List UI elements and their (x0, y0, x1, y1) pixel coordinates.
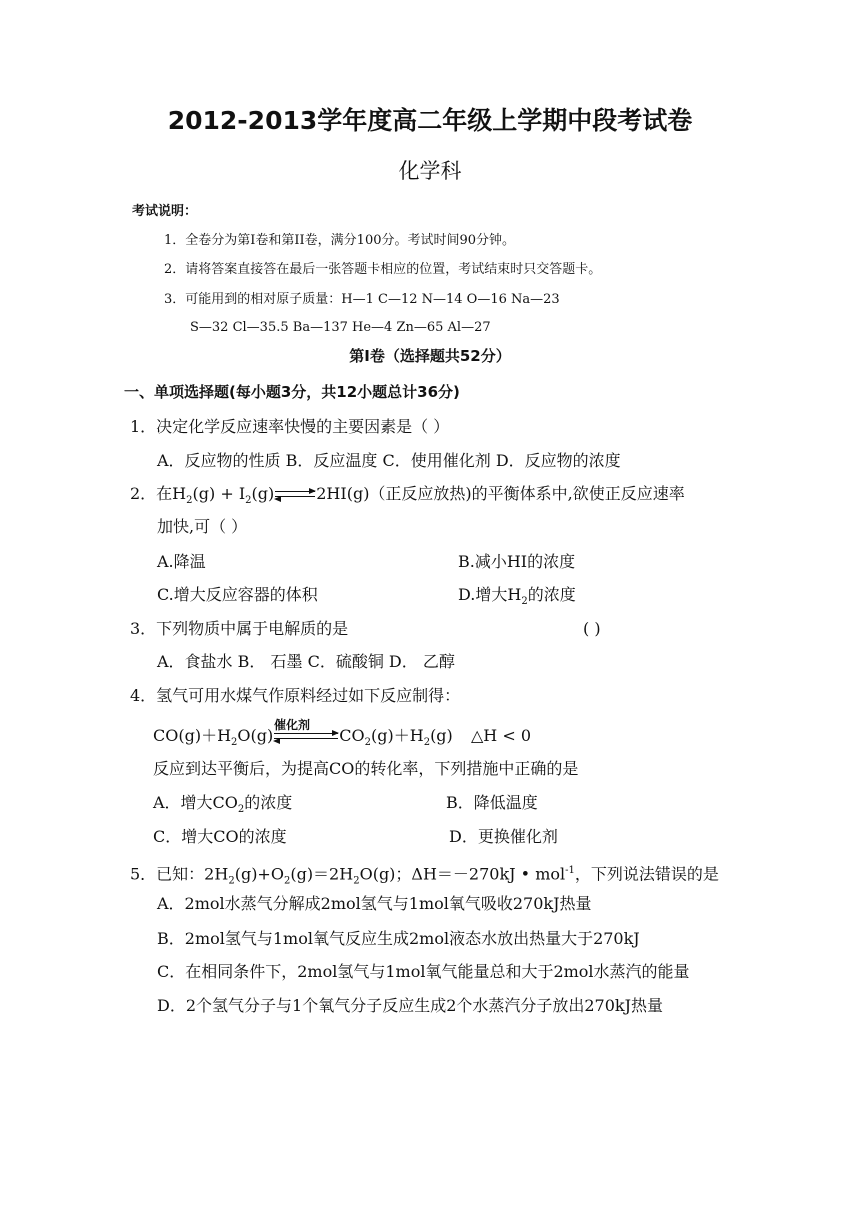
question-2-option-d: D.增大$H_2$的浓度 (458, 585, 576, 608)
question-4-option-a: A．增大$CO_2$的浓度 (153, 793, 293, 816)
question-5-option-b: B．2mol氢气与1mol氧气反应生成2mol液态水放出热量大于270kJ (157, 929, 640, 948)
part-title: 一、单项选择题(每小题3分，共12小题总计36分) (124, 383, 460, 401)
subject-title: 化学科 (398, 159, 462, 183)
instruction-3-cont: S—32 Cl—35.5 Ba—137 He—4 Zn—65 Al—27 (190, 320, 491, 335)
question-2-option-b: B.减小HI的浓度 (458, 552, 576, 571)
instruction-2: 2．请将答案直接答在最后一张答题卡相应的位置，考试结束时只交答题卡。 (164, 262, 602, 277)
question-2-option-c: C.增大反应容器的体积 (157, 585, 318, 604)
section-title: 第Ⅰ卷（选择题共52分） (349, 347, 511, 365)
equilibrium-arrow-icon (275, 489, 315, 501)
question-4-delta-h: △H < 0 (471, 726, 532, 745)
question-4-equation: $CO(g)+H_2O(g)$ $CO_2(g)+H_2(g)$ (153, 726, 453, 749)
instructions-heading: 考试说明： (132, 204, 198, 219)
question-4-option-c: C．增大CO的浓度 (153, 827, 287, 846)
question-2-stem: 2．在$H_2(g) + I_2(g)$ 2HI(g)（正反应放热)的平衡体系中,欲使正反应速率 (130, 484, 685, 507)
question-2-option-a: A.降温 (157, 552, 206, 571)
question-4-line: 反应到达平衡后，为提高CO的转化率，下列措施中正确的是 (153, 759, 579, 778)
instruction-1: 1．全卷分为第Ⅰ卷和第II卷，满分100分。考试时间90分钟。 (164, 233, 516, 248)
question-2-line2: 加快,可（ ） (157, 517, 248, 536)
page-title: 2012-2013学年度高二年级上学期中段考试卷 (167, 106, 693, 135)
question-4-option-d: D．更换催化剂 (449, 827, 558, 846)
question-5-option-c: C．在相同条件下，2mol氢气与1mol氧气能量总和大于2mol水蒸汽的能量 (157, 962, 690, 981)
question-3-options: A．食盐水 B． 石墨 C．硫酸铜 D． 乙醇 (157, 652, 455, 671)
question-1-stem: 1．决定化学反应速率快慢的主要因素是（ ） (130, 417, 450, 436)
question-3-stem: 3．下列物质中属于电解质的是 (130, 619, 349, 638)
equilibrium-arrow-icon (274, 731, 338, 743)
instruction-3: 3．可能用到的相对原子质量：H—1 C—12 N—14 O—16 Na—23 (164, 292, 560, 307)
question-3-paren: ( ) (583, 619, 601, 638)
question-5-option-a: A．2mol水蒸气分解成2mol氢气与1mol氧气吸收270kJ热量 (157, 894, 592, 913)
catalyst-label: 催化剂 (274, 718, 311, 732)
question-5-option-d: D．2个氢气分子与1个氧气分子反应生成2个水蒸汽分子放出270kJ热量 (157, 996, 664, 1015)
question-4-stem: 4．氢气可用水煤气作原料经过如下反应制得： (130, 686, 461, 705)
question-5-stem: 5．已知：$2H_2(g)+O_2(g)=2H_2O(g)$；ΔH＝－270kJ • mol$^{-1}$，下列说法错误的是 (130, 864, 719, 887)
question-4-option-b: B．降低温度 (446, 793, 538, 812)
question-1-options: A．反应物的性质 B．反应温度 C．使用催化剂 D．反应物的浓度 (157, 451, 621, 470)
